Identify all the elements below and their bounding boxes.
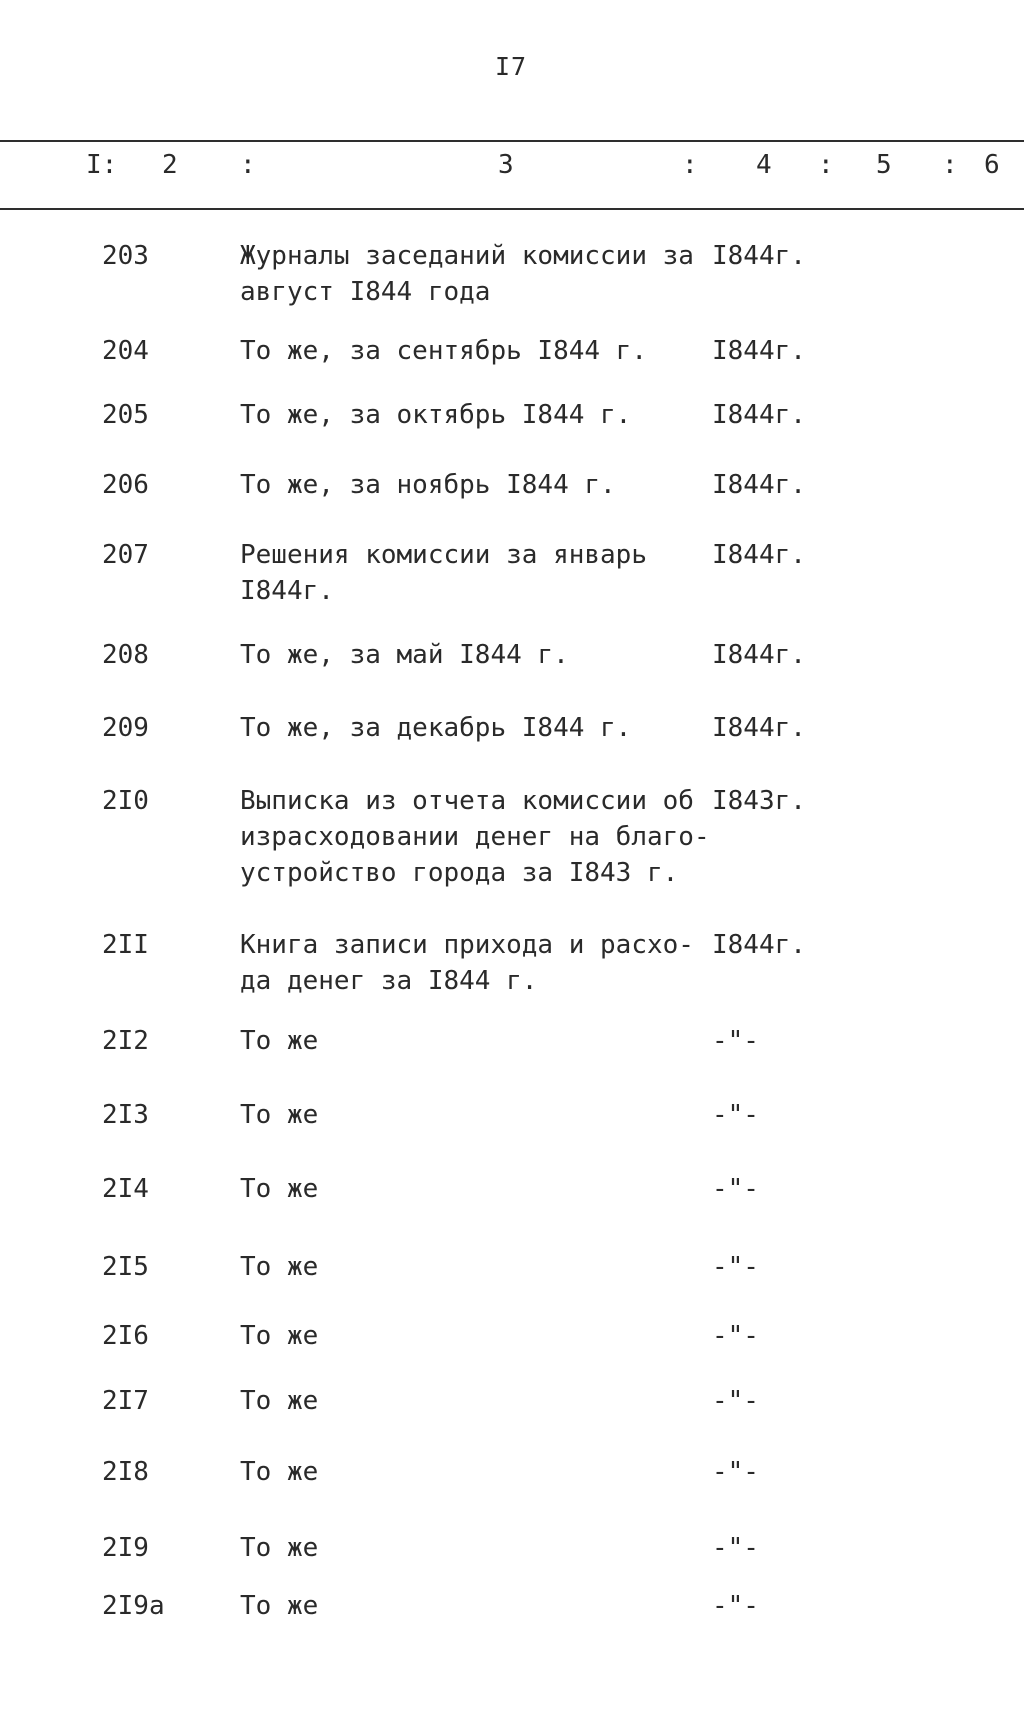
header-sep2: : [682, 150, 698, 180]
item-date: -"- [712, 1591, 759, 1621]
description-line: устройство города за I843 г. [240, 858, 679, 888]
item-description [240, 467, 710, 503]
item-number: 2I2 [102, 1026, 149, 1056]
item-date: -"- [712, 1026, 759, 1056]
header-col2: 2 [162, 150, 178, 180]
item-description [240, 1383, 710, 1419]
description-line: да денег за I844 г. [240, 966, 538, 996]
item-date: I844г. [712, 540, 806, 570]
item-description [240, 710, 710, 746]
item-description [240, 1023, 710, 1059]
description-line: То же, за декабрь I844 г. [240, 713, 632, 743]
item-number: 203 [102, 241, 149, 271]
item-number: 2I3 [102, 1100, 149, 1130]
description-line: То же, за октябрь I844 г. [240, 400, 632, 430]
description-line: То же [240, 1252, 319, 1282]
item-date: -"- [712, 1174, 759, 1204]
item-date: -"- [712, 1457, 759, 1487]
item-description [240, 537, 710, 609]
item-number: 2I9а [102, 1591, 165, 1621]
item-number: 2I0 [102, 786, 149, 816]
item-description [240, 1318, 710, 1354]
item-number: 2I8 [102, 1457, 149, 1487]
item-date: -"- [712, 1321, 759, 1351]
item-date: -"- [712, 1252, 759, 1282]
description-line: То же [240, 1386, 319, 1416]
header-col4: 4 [756, 150, 772, 180]
header-col5: 5 [876, 150, 892, 180]
description-line: I844г. [240, 576, 334, 606]
item-number: 2I5 [102, 1252, 149, 1282]
item-number: 207 [102, 540, 149, 570]
description-line: То же [240, 1321, 319, 1351]
header-rule-top [0, 140, 1024, 142]
header-col6: 6 [984, 150, 1000, 180]
description-line: То же [240, 1457, 319, 1487]
item-number: 2I7 [102, 1386, 149, 1416]
item-description [240, 927, 710, 999]
item-date: -"- [712, 1386, 759, 1416]
item-description [240, 238, 710, 310]
item-description [240, 333, 710, 369]
item-number: 204 [102, 336, 149, 366]
description-line: Журналы заседаний комиссии за [240, 241, 694, 271]
item-description [240, 1171, 710, 1207]
item-number: 205 [102, 400, 149, 430]
item-date: I844г. [712, 241, 806, 271]
item-number: 208 [102, 640, 149, 670]
description-line: Книга записи прихода и расхо- [240, 930, 694, 960]
description-line: То же [240, 1533, 319, 1563]
header-rule-bottom [0, 208, 1024, 210]
description-line: То же [240, 1591, 319, 1621]
description-line: То же [240, 1100, 319, 1130]
description-line: То же [240, 1174, 319, 1204]
header-sep1: : [240, 150, 256, 180]
page-number: I7 [495, 52, 528, 81]
description-line: Выписка из отчета комиссии об [240, 786, 694, 816]
item-date: I844г. [712, 400, 806, 430]
item-number: 209 [102, 713, 149, 743]
item-date: -"- [712, 1533, 759, 1563]
item-description [240, 1454, 710, 1490]
description-line: То же, за сентябрь I844 г. [240, 336, 647, 366]
item-description [240, 637, 710, 673]
description-line: август I844 года [240, 277, 491, 307]
item-description [240, 1530, 710, 1566]
header-sep3: : [818, 150, 834, 180]
item-date: I844г. [712, 640, 806, 670]
header-col1: I: [86, 150, 118, 180]
item-number: 206 [102, 470, 149, 500]
description-line: То же [240, 1026, 319, 1056]
item-number: 2II [102, 930, 149, 960]
item-description [240, 1588, 710, 1624]
item-description [240, 1097, 710, 1133]
description-line: израсходовании денег на благо- [240, 822, 710, 852]
header-sep4: : [942, 150, 958, 180]
item-number: 2I6 [102, 1321, 149, 1351]
item-date: I844г. [712, 470, 806, 500]
description-line: То же, за май I844 г. [240, 640, 569, 670]
item-number: 2I9 [102, 1533, 149, 1563]
item-date: -"- [712, 1100, 759, 1130]
item-date: I843г. [712, 786, 806, 816]
item-date: I844г. [712, 930, 806, 960]
item-number: 2I4 [102, 1174, 149, 1204]
item-date: I844г. [712, 713, 806, 743]
item-description [240, 397, 710, 433]
item-date: I844г. [712, 336, 806, 366]
item-description [240, 783, 710, 891]
item-description [240, 1249, 710, 1285]
description-line: То же, за ноябрь I844 г. [240, 470, 616, 500]
description-line: Решения комиссии за январь [240, 540, 647, 570]
header-col3: 3 [498, 150, 514, 180]
